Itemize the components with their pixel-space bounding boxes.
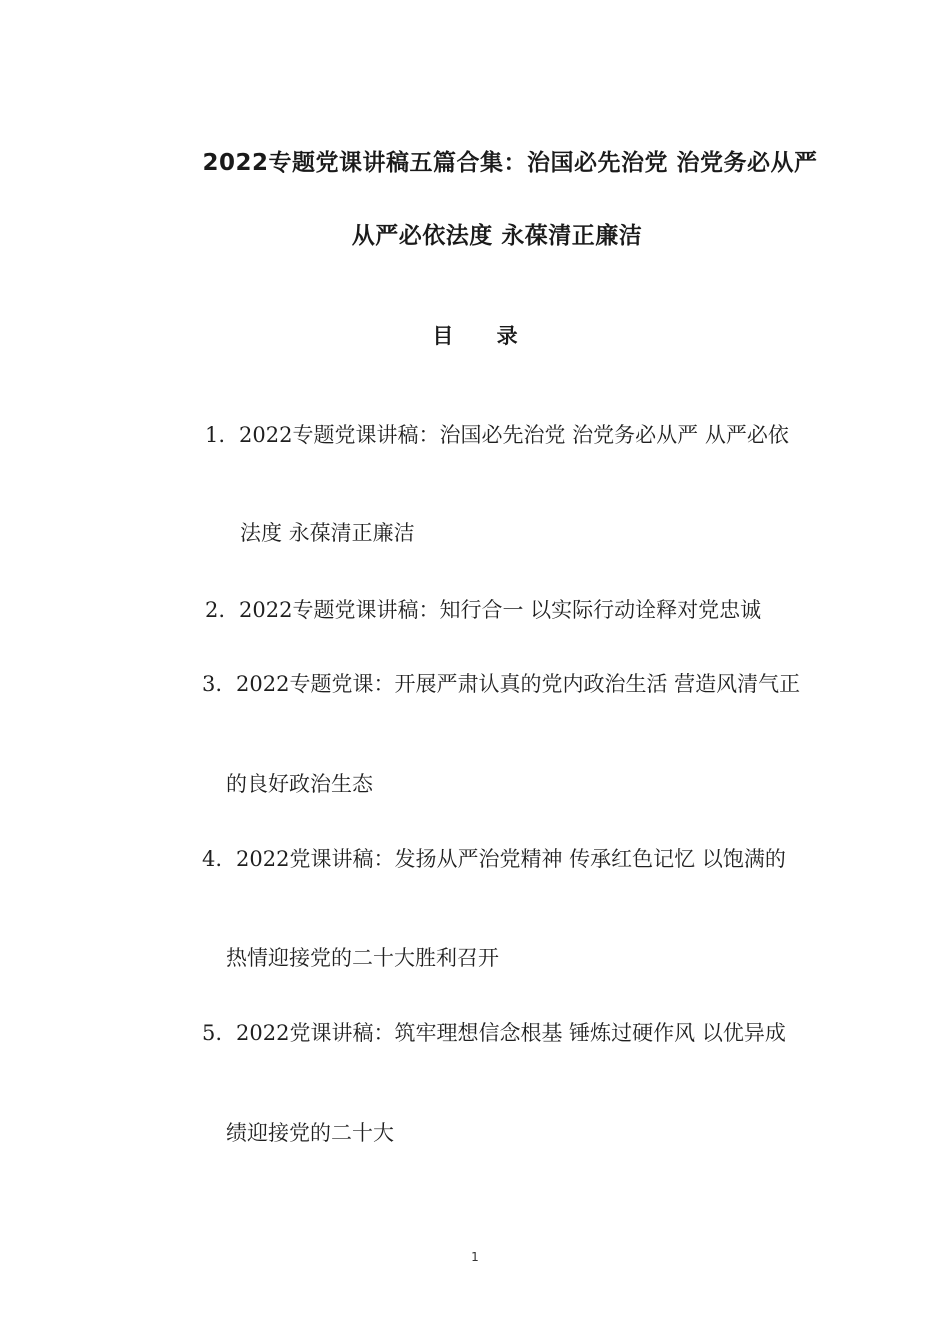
toc-item-text: 2022专题党课：开展严肃认真的党内政治生活 营造风清气正: [236, 672, 801, 696]
toc-item-number: 2.: [205, 598, 226, 622]
toc-item-2: [205, 594, 761, 624]
toc-item-text: 2022党课讲稿：发扬从严治党精神 传承红色记忆 以饱满的: [236, 847, 786, 871]
toc-item-5-continuation: 绩迎接党的二十大: [226, 1121, 394, 1145]
page-number: 1: [471, 1250, 479, 1264]
toc-item-number: 4.: [202, 847, 223, 871]
toc-item-4-continuation: 热情迎接党的二十大胜利召开: [226, 946, 499, 970]
document-title-line-1: 2022专题党课讲稿五篇合集：治国必先治党 治党务必从严: [202, 150, 818, 176]
toc-item-1: [205, 419, 789, 449]
toc-item-3: [202, 668, 800, 698]
toc-item-3-continuation: 的良好政治生态: [226, 772, 373, 796]
toc-item-number: 1.: [205, 423, 226, 447]
toc-item-4: [202, 843, 786, 873]
toc-item-1-continuation: 法度 永葆清正廉洁: [240, 521, 415, 545]
toc-item-text: 2022专题党课讲稿：治国必先治党 治党务必从严 从严必依: [239, 423, 789, 447]
toc-heading: 目 录: [432, 324, 536, 348]
document-title-line-2: 从严必依法度 永葆清正廉洁: [351, 223, 643, 249]
toc-item-number: 5.: [202, 1021, 223, 1045]
toc-item-5: [202, 1017, 786, 1047]
toc-item-text: 2022专题党课讲稿：知行合一 以实际行动诠释对党忠诚: [239, 598, 762, 622]
toc-item-text: 2022党课讲稿：筑牢理想信念根基 锤炼过硬作风 以优异成: [236, 1021, 786, 1045]
toc-item-number: 3.: [202, 672, 223, 696]
